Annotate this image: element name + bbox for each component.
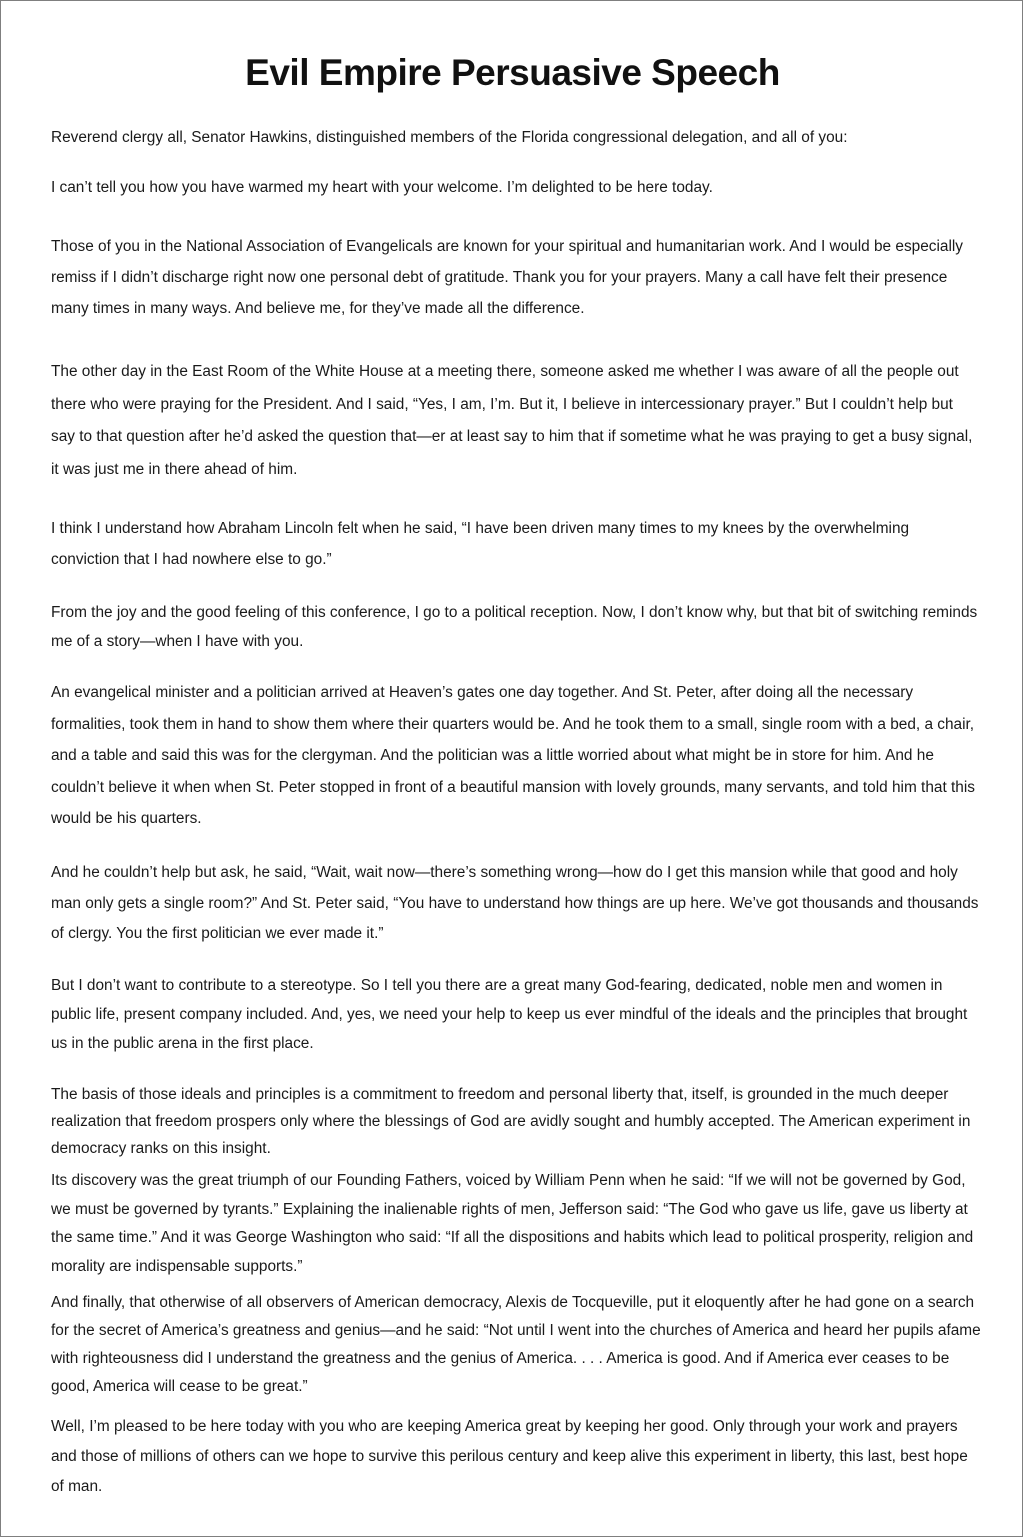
paragraph-heaven-story: An evangelical minister and a politician arrived at Heaven’s gates one day together. And St. Peter, after doing all the necessary formalities, took them in hand to show them where their quarters would be. And he took them to a small, single room with a bed, a chair, and a table and said this was for the clergyman. And the politician was a little worried about what might be in store for him. And he couldn’t believe it when when St. Peter stopped in front of a beautiful mansion with lovely grounds, many servants, and told him that this would be his quarters.	[51, 684, 975, 827]
paragraph-salutation: Reverend clergy all, Senator Hawkins, distinguished members of the Florida congressional delegation, and all of you:	[51, 129, 848, 146]
paragraph-ideals: The basis of those ideals and principles is a commitment to freedom and personal liberty that, itself, is grounded in the much deeper realization that freedom prospers only where the blessings of God are avidly sought and humbly accepted. The American experiment in democracy ranks on this insight.	[51, 1086, 971, 1157]
document-title: Evil Empire Persuasive Speech	[245, 52, 780, 93]
paragraph-stereotype: But I don’t want to contribute to a stereotype. So I tell you there are a great many God-fearing, dedicated, noble men and women in public life, present company included. And, yes, we need your help to keep us ever mindful of the ideals and the principles that brought us in the public arena in the first place.	[51, 977, 968, 1052]
paragraph-east-room: The other day in the East Room of the White House at a meeting there, someone asked me whether I was aware of all the people out there who were praying for the President. And I said, “Yes, I am, I’m. But it, I believe in intercessionary prayer.” But I couldn’t help but say to that question after he’d asked the question that—er at least say to him that if sometime what he was praying to get a busy signal, it was just me in there ahead of him.	[51, 363, 973, 478]
paragraph-lincoln: I think I understand how Abraham Lincoln felt when he said, “I have been driven many times to my knees by the overwhelming conviction that I had nowhere else to go.”	[51, 520, 910, 568]
paragraph-founding-fathers: Its discovery was the great triumph of our Founding Fathers, voiced by William Penn when he said: “If we will not be governed by God, we must be governed by tyrants.” Explaining the inalienable rights of men, Jefferson said: “The God who gave us life, gave us liberty at the same time.” And it was George Washington who said: “If all the dispositions and habits which lead to political prosperity, religion and morality are indispensable supports.”	[51, 1172, 974, 1275]
paragraph-reception: From the joy and the good feeling of this conference, I go to a political reception. Now, I don’t know why, but that bit of switching reminds me of a story—when I have with you.	[51, 604, 978, 650]
paragraph-mansion: And he couldn’t help but ask, he said, “Wait, wait now—there’s something wrong—how do I get this mansion while that good and holy man only gets a single room?” And St. Peter said, “You have to understand how things are up here. We’ve got thousands and thousands of clergy. You the first politician we ever made it.”	[51, 864, 979, 942]
paragraph-gratitude: Those of you in the National Association of Evangelicals are known for your spiritual and humanitarian work. And I would be especially remiss if I didn’t discharge right now one personal debt of gratitude. Thank you for your prayers. Many a call have felt their presence many times in many ways. And believe me, for they’ve made all the difference.	[51, 238, 963, 317]
paragraph-tocqueville: And finally, that otherwise of all observers of American democracy, Alexis de Tocqueville, put it eloquently after he had gone on a search for the secret of America’s greatness and genius—and he said: “Not until I went into the churches of America and heard her pupils afame with righteousness did I understand the greatness and the genius of America. . . . America is good. And if America ever ceases to be good, America will cease to be great.”	[51, 1294, 981, 1395]
paragraph-closing: Well, I’m pleased to be here today with you who are keeping America great by keeping her good. Only through your work and prayers and those of millions of others can we hope to survive this perilous century and keep alive this experiment in liberty, this last, best hope of man.	[51, 1418, 968, 1495]
paragraph-welcome: I can’t tell you how you have warmed my heart with your welcome. I’m delighted to be here today.	[51, 179, 713, 196]
